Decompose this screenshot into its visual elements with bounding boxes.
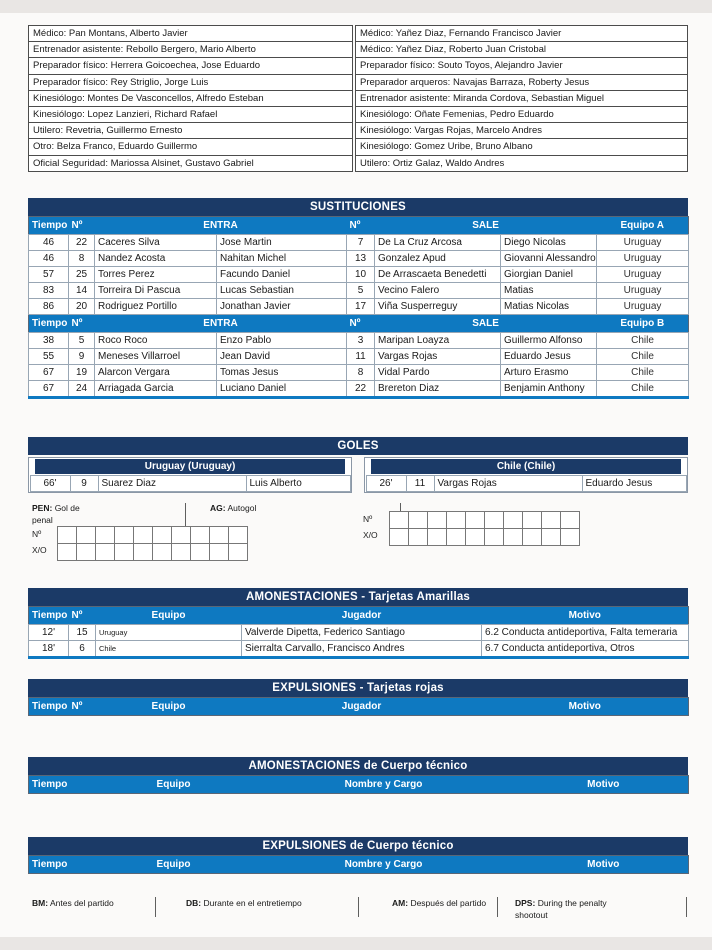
grid-cell (58, 544, 77, 561)
grid-cell (428, 512, 447, 529)
staff-row (356, 74, 688, 90)
grid-cell (115, 527, 134, 544)
col-equipo: Equipo (96, 607, 242, 625)
grid-cell (134, 527, 153, 544)
sub-in-firstname: Luciano Daniel (217, 381, 347, 398)
sub-in-number: 8 (69, 251, 95, 267)
sub-in-lastname: Meneses Villarroel (95, 349, 217, 365)
col-equipo: Equipo (99, 776, 249, 794)
legend-text: Antes del partido (49, 898, 114, 908)
grid-cell (466, 529, 485, 546)
col-motivo: Motivo (482, 698, 689, 716)
sub-minute: 57 (29, 267, 69, 283)
goals-title: GOLES (28, 437, 688, 455)
ag-abbr: AG: (210, 503, 226, 513)
card-minute: 18' (29, 641, 69, 658)
pen-abbr: PEN: (32, 503, 53, 513)
legend-abbr: BM: (32, 898, 49, 908)
red-cards-title: EXPULSIONES - Tarjetas rojas (28, 679, 688, 697)
sub-team: Chile (597, 333, 689, 349)
footer-legend-dps (515, 897, 627, 921)
grid-cell (447, 512, 466, 529)
staff-red-title: EXPULSIONES de Cuerpo técnico (28, 837, 688, 855)
staff-yellow-title: AMONESTACIONES de Cuerpo técnico (28, 757, 688, 775)
red-cards-header (29, 698, 689, 716)
sub-team: Chile (597, 381, 689, 398)
sub-out-lastname: Vidal Pardo (375, 365, 501, 381)
col-equipo: Equipo (99, 856, 249, 874)
grid-cell (115, 544, 134, 561)
card-player-name: Sierralta Carvallo, Francisco Andres (242, 641, 482, 658)
staff-row (29, 106, 353, 122)
page-top-margin (0, 0, 712, 13)
grid-cell (210, 527, 229, 544)
grid-cell (172, 544, 191, 561)
staff-row (356, 58, 688, 74)
staff-row (356, 155, 688, 171)
goal-row (30, 476, 350, 492)
staff-entry: Otro: Belza Franco, Eduardo Guillermo (29, 139, 353, 155)
sub-in-number: 25 (69, 267, 95, 283)
page-bottom-margin (0, 937, 712, 950)
sub-in-lastname: Nandez Acosta (95, 251, 217, 267)
sub-out-lastname: Viña Susperreguy (375, 299, 501, 315)
sub-in-number: 14 (69, 283, 95, 299)
ag-text: Autogol (227, 503, 257, 513)
grid-no-label: Nº (363, 514, 373, 524)
sub-in-firstname: Jonathan Javier (217, 299, 347, 315)
substitution-row (29, 267, 689, 283)
goals-team-a-table (30, 475, 351, 492)
staff-row (29, 26, 353, 42)
staff-row (356, 42, 688, 58)
ag-legend (210, 502, 330, 514)
grid-number-row (58, 527, 248, 544)
col-entra: ENTRA (95, 315, 347, 333)
grid-cell (390, 512, 409, 529)
footer-legend-bm (32, 897, 152, 909)
goals-section (28, 437, 688, 493)
sub-in-lastname: Arriagada Garcia (95, 381, 217, 398)
sub-in-number: 20 (69, 299, 95, 315)
substitutions-title: SUSTITUCIONES (28, 198, 688, 216)
substitution-row (29, 235, 689, 251)
staff-entry: Entrenador asistente: Miranda Cordova, Sebastian Miguel (356, 90, 688, 106)
sub-in-firstname: Enzo Pablo (217, 333, 347, 349)
sub-out-firstname: Eduardo Jesus (501, 349, 597, 365)
grid-cell (561, 512, 580, 529)
grid-cell (504, 529, 523, 546)
sub-in-lastname: Rodriguez Portillo (95, 299, 217, 315)
grid-cell (485, 529, 504, 546)
legend-divider (497, 897, 498, 917)
staff-entry: Oficial Seguridad: Mariossa Alsinet, Gustavo Gabriel (29, 155, 353, 171)
sub-team: Chile (597, 349, 689, 365)
sub-minute: 86 (29, 299, 69, 315)
staff-yellow-section (28, 757, 688, 794)
grid-cell (229, 527, 248, 544)
yellow-card-row (29, 641, 689, 658)
goal-minute: 66' (30, 476, 70, 492)
substitution-row (29, 299, 689, 315)
legend-divider (686, 897, 687, 917)
substitution-row (29, 349, 689, 365)
substitution-row (29, 365, 689, 381)
staff-yellow-table (28, 775, 689, 794)
grid-xo-row (58, 544, 248, 561)
col-tiempo: Tiempo (29, 217, 69, 235)
grid-cell (153, 527, 172, 544)
staff-entry: Preparador físico: Souto Toyos, Alejandro Javier (356, 58, 688, 74)
goals-team-a-box (28, 457, 352, 493)
staff-red-section (28, 837, 688, 874)
grid-cell (504, 512, 523, 529)
substitutions-header-team-b (29, 315, 689, 333)
goal-player-number: 9 (70, 476, 98, 492)
grid-no-label: Nº (32, 529, 42, 539)
grid-cell (561, 529, 580, 546)
col-tiempo: Tiempo (29, 698, 69, 716)
red-cards-section (28, 679, 688, 716)
col-jugador: Jugador (242, 698, 482, 716)
penalty-grid-left (57, 526, 248, 561)
col-numero: Nº (347, 217, 375, 235)
card-minute: 12' (29, 625, 69, 641)
grid-xo-label: X/O (32, 545, 47, 555)
penalty-grid-right (389, 511, 580, 546)
goals-team-a-header: Uruguay (Uruguay) (35, 459, 345, 474)
goal-minute: 26' (366, 476, 406, 492)
grid-cell (134, 544, 153, 561)
col-motivo: Motivo (519, 856, 689, 874)
staff-row (356, 106, 688, 122)
staff-entry: Kinesiólogo: Montes De Vasconcellos, Alfredo Esteban (29, 90, 353, 106)
legend-text: During the penalty shootout (515, 898, 607, 920)
goal-player-firstname: Eduardo Jesus (582, 476, 686, 492)
sub-out-firstname: Giovanni Alessandro (501, 251, 597, 267)
col-numero: Nº (69, 217, 95, 235)
sub-in-number: 22 (69, 235, 95, 251)
goal-player-firstname: Luis Alberto (246, 476, 350, 492)
sub-out-lastname: De La Cruz Arcosa (375, 235, 501, 251)
pen-text: Gol de penal (32, 503, 80, 525)
substitutions-section (28, 198, 688, 399)
staff-entry: Médico: Yañez Diaz, Fernando Francisco Javier (356, 26, 688, 42)
sub-in-lastname: Torres Perez (95, 267, 217, 283)
sub-out-lastname: De Arrascaeta Benedetti (375, 267, 501, 283)
staff-entry: Entrenador asistente: Rebollo Bergero, Mario Alberto (29, 42, 353, 58)
legend-abbr: DB: (186, 898, 202, 908)
staff-red-table (28, 855, 689, 874)
col-equipo: Equipo (96, 698, 242, 716)
staff-entry: Preparador físico: Rey Striglio, Jorge Luis (29, 74, 353, 90)
sub-in-lastname: Caceres Silva (95, 235, 217, 251)
sub-team: Uruguay (597, 283, 689, 299)
sub-out-lastname: Vecino Falero (375, 283, 501, 299)
yellow-cards-header (29, 607, 689, 625)
sub-out-firstname: Matias (501, 283, 597, 299)
sub-out-lastname: Vargas Rojas (375, 349, 501, 365)
card-team: Chile (96, 641, 242, 658)
col-numero: Nº (69, 607, 96, 625)
staff-entry: Médico: Pan Montans, Alberto Javier (29, 26, 353, 42)
sub-out-firstname: Diego Nicolas (501, 235, 597, 251)
legend-text: Después del partido (410, 898, 487, 908)
sub-in-firstname: Tomas Jesus (217, 365, 347, 381)
col-nombre-cargo: Nombre y Cargo (249, 776, 519, 794)
sub-minute: 67 (29, 365, 69, 381)
sub-in-firstname: Facundo Daniel (217, 267, 347, 283)
substitutions-header-team-a (29, 217, 689, 235)
grid-cell (77, 544, 96, 561)
sub-in-firstname: Lucas Sebastian (217, 283, 347, 299)
sub-team: Uruguay (597, 299, 689, 315)
staff-entry: Preparador físico: Herrera Goicoechea, Jose Eduardo (29, 58, 353, 74)
team-b-staff-table (355, 25, 688, 172)
sub-out-lastname: Gonzalez Apud (375, 251, 501, 267)
sub-out-number: 8 (347, 365, 375, 381)
staff-entry: Kinesiólogo: Gomez Uribe, Bruno Albano (356, 139, 688, 155)
sub-in-number: 19 (69, 365, 95, 381)
grid-cell (523, 512, 542, 529)
col-equipo-a: Equipo A (597, 217, 689, 235)
grid-cell (409, 529, 428, 546)
staff-row (29, 90, 353, 106)
card-reason: 6.2 Conducta antideportiva, Falta temeraria (482, 625, 689, 641)
sub-out-firstname: Benjamin Anthony (501, 381, 597, 398)
substitution-row (29, 251, 689, 267)
col-numero: Nº (347, 315, 375, 333)
goal-player-number: 11 (406, 476, 434, 492)
staff-row (29, 74, 353, 90)
grid-cell (77, 527, 96, 544)
sub-in-firstname: Nahitan Michel (217, 251, 347, 267)
sub-minute: 46 (29, 235, 69, 251)
legend-divider (155, 897, 156, 917)
sub-out-number: 22 (347, 381, 375, 398)
sub-minute: 67 (29, 381, 69, 398)
grid-cell (58, 527, 77, 544)
sub-out-number: 7 (347, 235, 375, 251)
sub-out-firstname: Guillermo Alfonso (501, 333, 597, 349)
staff-entry: Kinesiólogo: Vargas Rojas, Marcelo Andres (356, 123, 688, 139)
footer-legend-am (392, 897, 512, 909)
sub-minute: 38 (29, 333, 69, 349)
legend-divider (358, 897, 359, 917)
grid-cell (409, 512, 428, 529)
legend-text: Durante en el entretiempo (203, 898, 302, 908)
card-reason: 6.7 Conducta antideportiva, Otros (482, 641, 689, 658)
grid-number-row (390, 512, 580, 529)
sub-out-lastname: Brereton Diaz (375, 381, 501, 398)
grid-cell (523, 529, 542, 546)
col-numero: Nº (69, 698, 96, 716)
col-tiempo: Tiempo (29, 607, 69, 625)
col-tiempo: Tiempo (29, 315, 69, 333)
grid-cell (542, 512, 561, 529)
sub-team: Chile (597, 365, 689, 381)
grid-cell (153, 544, 172, 561)
red-cards-table (28, 697, 689, 716)
sub-out-number: 3 (347, 333, 375, 349)
goals-team-b-header: Chile (Chile) (371, 459, 681, 474)
sub-in-lastname: Torreira Di Pascua (95, 283, 217, 299)
staff-row (356, 90, 688, 106)
substitutions-table (28, 216, 689, 399)
grid-cell (466, 512, 485, 529)
col-nombre-cargo: Nombre y Cargo (249, 856, 519, 874)
grid-cell (542, 529, 561, 546)
sub-minute: 46 (29, 251, 69, 267)
sub-in-lastname: Roco Roco (95, 333, 217, 349)
grid-cell (428, 529, 447, 546)
yellow-cards-section (28, 588, 688, 659)
sub-out-firstname: Giorgian Daniel (501, 267, 597, 283)
col-entra: ENTRA (95, 217, 347, 235)
col-sale: SALE (375, 315, 597, 333)
sub-out-number: 13 (347, 251, 375, 267)
staff-row (29, 155, 353, 171)
card-player-name: Valverde Dipetta, Federico Santiago (242, 625, 482, 641)
sub-out-lastname: Maripan Loayza (375, 333, 501, 349)
staff-row (356, 139, 688, 155)
sub-out-number: 10 (347, 267, 375, 283)
sub-out-number: 5 (347, 283, 375, 299)
grid-cell (96, 544, 115, 561)
yellow-cards-title: AMONESTACIONES - Tarjetas Amarillas (28, 588, 688, 606)
sub-out-firstname: Arturo Erasmo (501, 365, 597, 381)
card-team: Uruguay (96, 625, 242, 641)
goals-team-b-table (366, 475, 687, 492)
staff-red-header (29, 856, 689, 874)
substitution-row (29, 333, 689, 349)
col-jugador: Jugador (242, 607, 482, 625)
staff-yellow-header (29, 776, 689, 794)
sub-out-firstname: Matias Nicolas (501, 299, 597, 315)
grid-cell (229, 544, 248, 561)
legend-abbr: DPS: (515, 898, 536, 908)
staff-row (29, 139, 353, 155)
sub-in-firstname: Jose Martin (217, 235, 347, 251)
grid-cell (191, 527, 210, 544)
sub-minute: 55 (29, 349, 69, 365)
team-a-staff-table (28, 25, 353, 172)
grid-cell (172, 527, 191, 544)
legend-abbr: AM: (392, 898, 409, 908)
yellow-cards-table (28, 606, 689, 659)
grid-cell (96, 527, 115, 544)
col-motivo: Motivo (519, 776, 689, 794)
col-sale: SALE (375, 217, 597, 235)
col-tiempo: Tiempo (29, 776, 99, 794)
substitution-row (29, 381, 689, 398)
pen-legend (32, 502, 96, 526)
grid-cell (210, 544, 229, 561)
staff-entry: Médico: Yañez Diaz, Roberto Juan Cristobal (356, 42, 688, 58)
sub-in-number: 5 (69, 333, 95, 349)
footer-legend-db (186, 897, 346, 909)
staff-row (356, 26, 688, 42)
card-player-number: 6 (69, 641, 96, 658)
col-tiempo: Tiempo (29, 856, 99, 874)
sub-out-number: 17 (347, 299, 375, 315)
grid-cell (390, 529, 409, 546)
sub-in-firstname: Jean David (217, 349, 347, 365)
staff-row (29, 42, 353, 58)
sub-minute: 83 (29, 283, 69, 299)
grid-cell (191, 544, 210, 561)
staff-entry: Preparador arqueros: Navajas Barraza, Roberty Jesus (356, 74, 688, 90)
sub-in-number: 24 (69, 381, 95, 398)
sub-in-lastname: Alarcon Vergara (95, 365, 217, 381)
goal-player-lastname: Suarez Diaz (98, 476, 246, 492)
staff-entry: Utilero: Revetria, Guillermo Ernesto (29, 123, 353, 139)
staff-entry: Kinesiólogo: Oñate Femenias, Pedro Eduardo (356, 106, 688, 122)
grid-xo-row (390, 529, 580, 546)
grid-cell (447, 529, 466, 546)
sub-out-number: 11 (347, 349, 375, 365)
substitution-row (29, 283, 689, 299)
grid-xo-label: X/O (363, 530, 378, 540)
card-player-number: 15 (69, 625, 96, 641)
goals-divider (352, 457, 364, 493)
col-motivo: Motivo (482, 607, 689, 625)
goals-team-b-box (364, 457, 688, 493)
sub-in-number: 9 (69, 349, 95, 365)
staff-row (29, 58, 353, 74)
staff-row (356, 123, 688, 139)
staff-row (29, 123, 353, 139)
col-equipo-b: Equipo B (597, 315, 689, 333)
staff-entry: Utilero: Ortiz Galaz, Waldo Andres (356, 155, 688, 171)
grid-cell (485, 512, 504, 529)
goal-player-lastname: Vargas Rojas (434, 476, 582, 492)
yellow-card-row (29, 625, 689, 641)
col-numero: Nº (69, 315, 95, 333)
sub-team: Uruguay (597, 267, 689, 283)
staff-entry: Kinesiólogo: Lopez Lanzieri, Richard Rafael (29, 106, 353, 122)
sub-team: Uruguay (597, 251, 689, 267)
goal-row (366, 476, 686, 492)
sub-team: Uruguay (597, 235, 689, 251)
